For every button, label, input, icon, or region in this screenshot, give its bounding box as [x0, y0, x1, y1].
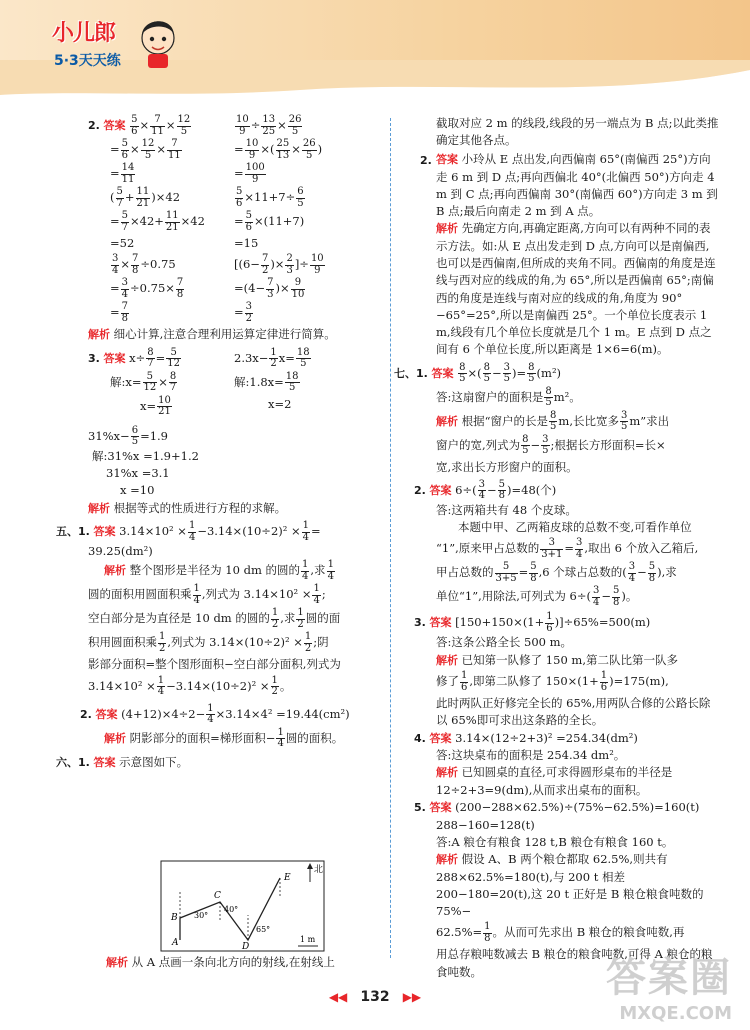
s6-analysis: 解析 从 A 点画一条向北方向的射线,在射线上 [106, 955, 335, 969]
next-arrows-icon: ▶▶ [402, 990, 422, 1004]
right-column: 截取对应 2 m 的线段,线段的另一端点为 B 点;以此类推确定其他各点。 2. 答案 小玲从 E 点出发,向西偏南 65°(南偏西 25°)方向走 6 m 到 D 点;再向西偏北 40°(北偏西 50°)方向走 4 m 到 C 点;再向西偏南 30°(南偏西 60°)方向走 3 m 到 B 点;最后向南走 2 m 到 A 点。 解析 先确定方向,再确定距离,方向可以有两种不同的表示方法。如:从 E 点出发走到 D 点,方向可以是南偏西,也可以是西偏南,但所成的夹角不同。西偏南的角度是连线与西对应的线成的角,为 65°,所以是西偏南 65°;南偏西的角度是连线与南对应的线成的角,角度为 90°−65°=25°,所以是南偏西 25°。一个单位长度表示 1 m,线段有几个单位长度就是几个 1 m。E 点到 D 点之间有 6 个单位长度,所以距离是 1×6=6(m)。 七、1. 答案 $\frac{8}{5}$ ×( $\frac{8}{5}$ − $\frac{3}{5}$ )= $\frac{8}{5}$ (m²) 答:这扇窗户的面积是 $\frac{8}{5}$ m²。 解析 根据“窗户的长是 $\frac{8}{5}$ m,长比宽多 $\frac{3}{5}$ m”求出 窗户的宽,列式为 $\frac{8}{5}$ − $\frac{3}{5}$ ;根据长方形面积=长× 宽,求出长方形窗户的面积。 2. 答案 6÷( $\frac{3}{4}$ − $\frac{5}{8}$ )=48(个) 答:这两箱共有 48 个皮球。 本题中甲、乙两箱皮球的总数不变,可看作单位 “1”,原来甲占总数的 $\frac{3}{3+1}$ = $\frac{3}{4}$ ,取出 6 个放入乙箱后, 甲占总数的 $\frac{5}{3+5}$ = $\frac{5}{8}$ ,6 个球占总数的( $\frac{3}{4}$ − $\frac{5}{8}$ ),求 单位“1”,用除法,可列式为 6÷( $\frac{3}{4}$ − $\frac{5}{8}$ )。 3. 答案 [150+150×(1+ $\frac{1}{6}$ )]÷65%=500(m) 答:这条公路全长 500 m。 解析 已知第一队修了 150 m,第二队比第一队多 修了 $\frac{1}{6}$ ,即第二队修了 150×(1+ $\frac{1}{6}$ )=175(m), 此时两队正好修完全长的 65%,用两队合修的公路长除以 65%即可求出这条路的全长。 4. 答案 3.14×(12÷2+3)² =254.34(dm²) 答:这块桌布的面积是 254.34 dm²。 解析 已知圆桌的直径,可求得圆形桌布的半径是 12÷2+3=9(dm),从而求出桌布的面积。 5. 答案 (200−288×62.5%)÷(75%−62.5%)=160(t) 288−160=128(t) 答:A 粮仓有粮食 128 t,B 粮仓有粮食 160 t。 解析 假设 A、B 两个粮仓都取 62.5%,则共有 288×62.5%=180(t),与 200 t 相差 200−180=20(t),这 20 t 正好是 B 粮仓粮食吨数的 75%− 62.5%= $\frac{1}{8}$ 。从而可先求出 B 粮仓的粮食吨数,再 用总存粮吨数减去 B 粮仓的粮食吨数,可得 A 粮仓的粮食吨数。 [420, 115, 720, 981]
q3-step2: 31%x =3.1 [106, 466, 170, 480]
prev-arrows-icon: ◀◀ [328, 990, 348, 1004]
section-7: 七、1. 答案 $\frac{8}{5}$ ×( $\frac{8}{5}$ − $\frac{3}{5}$ )= $\frac{8}{5}$ (m²) 答:这扇窗户的面积是 $\frac{8}{5}$ m²。 解析 根据“窗户的长是 $\frac{8}{5}$ m,长比宽多 $\frac{3}{5}$ m”求出 窗户的宽,列式为 $\frac{8}{5}$ − $\frac{3}{5}$ ;根据长方形面积=长× 宽,求出长方形窗户的面积。 2. 答案 6÷( $\frac{3}{4}$ − $\frac{5}{8}$ )=48(个) 答:这两箱共有 48 个皮球。 本题中甲、乙两箱皮球的总数不变,可看作单位 “1”,原来甲占总数的 $\frac{3}{3+1}$ = $\frac{3}{4}$ ,取出 6 个放入乙箱后, 甲占总数的 $\frac{5}{3+5}$ = $\frac{5}{8}$ ,6 个球占总数的( $\frac{3}{4}$ − $\frac{5}{8}$ ),求 单位“1”,用除法,可列式为 6÷( $\frac{3}{4}$ − $\frac{5}{8}$ )。 3. 答案 [150+150×(1+ $\frac{1}{6}$ )]÷65%=500(m) 答:这条公路全长 500 m。 解析 已知第一队修了 150 m,第二队比第一队多 修了 $\frac{1}{6}$ ,即第二队修了 150×(1+ $\frac{1}{6}$ )=175(m), 此时两队正好修完全长的 65%,用两队合修的公路长除以 65%即可求出这条路的全长。 4. 答案 3.14×(12÷2+3)² =254.34(dm²) 答:这块桌布的面积是 254.34 dm²。 解析 已知圆桌的直径,可求得圆形桌布的半径是 12÷2+3=9(dm),从而求出桌布的面积。 5. 答案 (200−288×62.5%)÷(75%−62.5%)=160(t) 288−160=128(t) 答:A 粮仓有粮食 128 t,B 粮仓有粮食 160 t。 解析 假设 A、B 两个粮仓都取 62.5%,则共有 288×62.5%=180(t),与 200 t 相差 200−180=20(t),这 20 t 正好是 B 粮仓粮食吨数的 75%− 62.5%= $\frac{1}{8}$ 。从而可先求出 B 粮仓的粮食吨数,再 用总存粮吨数减去 B 粮仓的粮食吨数,可得 A 粮仓的粮食吨数。 [394, 361, 713, 979]
point-d: D [242, 942, 250, 952]
point-b: B [171, 913, 178, 923]
r-p0: 截取对应 2 m 的线段,线段的另一端点为 B 点;以此类推确定其他各点。 [436, 116, 719, 148]
angle-30: 30° [194, 911, 209, 920]
angle-65: 65° [256, 925, 271, 934]
q3-step3: x =10 [120, 483, 155, 498]
watermark: 答案圈 MXQE.COM [606, 955, 732, 1024]
angle-40: 40° [224, 905, 239, 914]
point-c: C [214, 891, 221, 901]
brand-name: 小儿郎 [52, 21, 116, 46]
page-number: 132 [360, 989, 390, 1005]
direction-diagram [160, 860, 325, 952]
point-a: A [172, 938, 179, 948]
north-label: 北 [314, 865, 324, 875]
section-5: 五、1. 答案 3.14×10² × $\frac{1}{4}$ −3.14×(10÷2)² × $\frac{1}{4}$ = 39.25(dm²) 解析 整个图形是半径为 10 dm 的圆的 $\frac{1}{4}$ ,求 $\frac{1}{4}$ 圆的面积用圆面积乘 $\frac{1}{4}$ ,列式为 3.14×10² × $\frac{1}{4}$ ; 空白部分是为直径是 10 dm 的圆的 $\frac{1}{2}$ ,求 $\frac{1}{2}$ 圆的面 积用圆面积乘 $\frac{1}{2}$ ,列式为 3.14×(10÷2)² × $\frac{1}{2}$ ;阴 影部分面积=整个图形面积−空白部分面积,列式为 3.14×10² × $\frac{1}{4}$ −3.14×(10÷2)² × $\frac{1}{2}$ 。 2. 答案 (4+12)×4÷2− $\frac{1}{4}$ ×3.14×4² =19.44(cm²) 解析 阴影部分的面积=梯形面积− $\frac{1}{4}$ 圆的面积。 六、1. 答案 示意图如下。 [56, 520, 350, 769]
point-e: E [284, 873, 291, 883]
column-divider [390, 118, 391, 958]
q3-math: 3. 答案 x÷ $\frac{8}{7}$ = $\frac{5}{12}$ 解:x= $\frac{5}{12}$ × $\frac{8}{7}$ x= $\frac{10}{21}$ 2.3x− $\frac{1}{2}$ x= $\frac{18}{5}$ 解:1.8x= $\frac{18}{5}$ x=2 [88, 346, 310, 418]
q2-math: 2. 答案 $\frac{5}{6}$ × $\frac{7}{11}$ × $\frac{12}{5}$ = $\frac{5}{6}$ × $\frac{12}{5}$ × $\frac{7}{11}$ = $\frac{14}{11}$ ( $\frac{5}{7}$ + $\frac{11}{21}$ )×42 = $\frac{5}{7}$ ×42+ $\frac{11}{21}$ ×42 =52 $\frac{3}{4}$ × $\frac{7}{8}$ ÷0.75 = $\frac{3}{4}$ ÷0.75× $\frac{7}{8}$ = $\frac{7}{8}$ $\frac{10}{9}$ ÷ $\frac{13}{25}$ × $\frac{26}{5}$ = $\frac{10}{9}$ ×( $\frac{25}{13}$ × $\frac{26}{5}$ ) = $\frac{100}{9}$ $\frac{5}{6}$ ×11+7÷ $\frac{6}{5}$ = $\frac{5}{6}$ ×(11+7) =15 [(6− $\frac{7}{2}$ )× $\frac{2}{3}$ ]÷ $\frac{10}{9}$ =(4− $\frac{7}{3}$ )× $\frac{9}{10}$ = $\frac{3}{2}$ [88, 114, 324, 324]
left-column: 2. 答案 $\frac{5}{6}$ × $\frac{7}{11}$ × $\frac{12}{5}$ = $\frac{5}{6}$ × $\frac{12}{5}$ × $\frac{7}{11}$ = $\frac{14}{11}$ ( $\frac{5}{7}$ + $\frac{11}{21}$ )×42 = $\frac{5}{7}$ ×42+ $\frac{11}{21}$ ×42 =52 $\frac{3}{4}$ × $\frac{7}{8}$ ÷0.75 = $\frac{3}{4}$ ÷0.75× $\frac{7}{8}$ = $\frac{7}{8}$ $\frac{10}{9}$ ÷ $\frac{13}{25}$ × $\frac{26}{5}$ = $\frac{10}{9}$ ×( $\frac{25}{13}$ × $\frac{26}{5}$ ) = $\frac{100}{9}$ $\frac{5}{6}$ ×11+7÷ $\frac{6}{5}$ = $\frac{5}{6}$ ×(11+7) =15 [(6− $\frac{7}{2}$ )× $\frac{2}{3}$ ]÷ $\frac{10}{9}$ =(4− $\frac{7}{3}$ )× $\frac{9}{10}$ = $\frac{3}{2}$ 解析 细心计算,注意合理利用运算定律进行简算。 3. 答案 x÷ $\frac{8}{7}$ = $\frac{5}{12}$ 解:x= $\frac{5}{12}$ × $\frac{8}{7}$ x= $\frac{10}{21}$ 2.3x− $\frac{1}{2}$ x= $\frac{18}{5}$ 解:1.8x= $\frac{18}{5}$ x=2 31%x− $\frac{6}{5}$ =1.9 解:31%x =1.9+1.2 31%x =3.1 x =10 解析 根据等式的性质进行方程的求解。 五、1. 答案 3.14×10² × $\frac{1}{4}$ −3.14×(10÷2)² × $\frac{1}{4}$ = 39.25(dm²) 解析 整个图形是半径为 10 dm 的圆的 $\frac{1}{4}$ ,求 $\frac{1}{4}$ 圆的面积用圆面积乘 $\frac{1}{4}$ ,列式为 3.14×10² × $\frac{1}{4}$ ; 空白部分是为直径是 10 dm 的圆的 $\frac{1}{2}$ ,求 $\frac{1}{2}$ 圆的面 积用圆面积乘 $\frac{1}{2}$ ,列式为 3.14×(10÷2)² × $\frac{1}{2}$ ;阴 影部分面积=整个图形面积−空白部分面积,列式为 3.14×10² × $\frac{1}{4}$ −3.14×(10÷2)² × $\frac{1}{2}$ 。 2. 答案 (4+12)×4÷2− $\frac{1}{4}$ ×3.14×4² =19.44(cm²) 解析 阴影部分的面积=梯形面积− $\frac{1}{4}$ 圆的面积。 六、1. 答案 示意图如下。 [88, 115, 380, 771]
q3-analysis: 根据等式的性质进行方程的求解。 [113, 500, 287, 515]
q3-step1: 解:31%x =1.9+1.2 [92, 448, 199, 463]
q2-analysis: 细心计算,注意合理利用运算定律进行简算。 [113, 327, 336, 342]
mascot-icon [136, 14, 180, 72]
brand-logo [52, 14, 132, 78]
scale-label: 1 m [300, 935, 316, 944]
series-name: 5·3天天练 [54, 53, 121, 69]
